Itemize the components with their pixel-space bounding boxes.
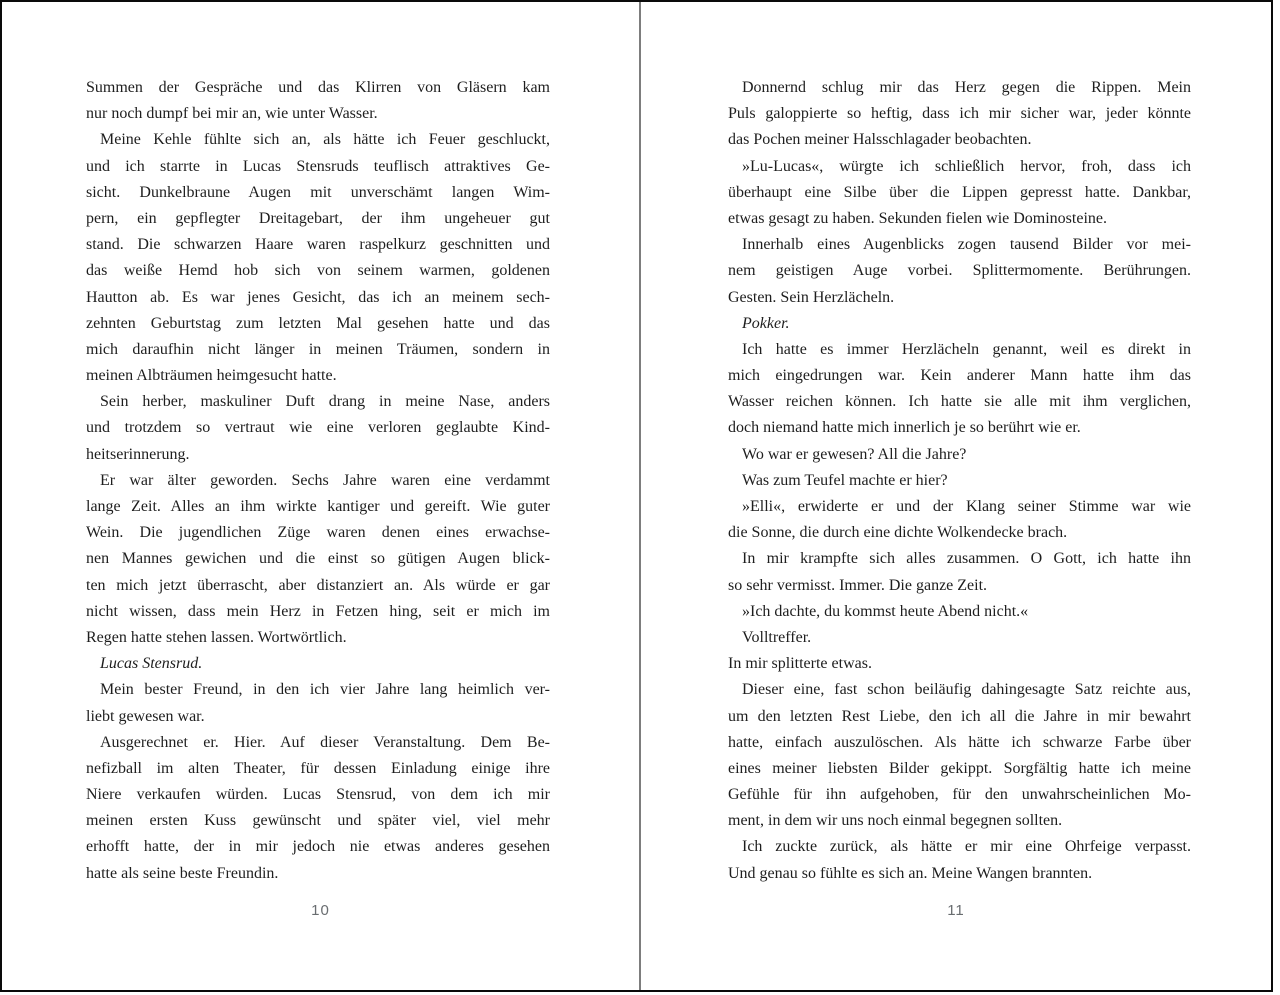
- text-line: doch niemand hatte mich innerlich je so berührt wie er.: [728, 419, 1081, 437]
- text-line: Regen hatte stehen lassen. Wortwörtlich.: [86, 628, 347, 646]
- text-line: hatte, einfach auszulöschen. Als hätte ich schwarze Farbe über: [728, 733, 1191, 751]
- text-line: Innerhalb eines Augenblicks zogen tausend Bilder vor mei-: [742, 236, 1191, 254]
- text-line: etwas gesagt zu haben. Sekunden fielen wie Dominosteine.: [728, 209, 1107, 227]
- text-line: Er war älter geworden. Sechs Jahre waren eine verdammt: [100, 471, 550, 489]
- text-line: das weiße Hemd hob sich von seinem warmen, goldenen: [86, 262, 550, 280]
- paragraph: [86, 677, 550, 729]
- text-line: In mir krampfte sich alles zusammen. O Gott, ich hatte ihn: [742, 550, 1191, 568]
- text-line: stand. Die schwarzen Haare waren raspelkurz geschnitten und: [86, 236, 550, 254]
- text-line: Dieser eine, fast schon beiläufig dahingesagte Satz reichte aus,: [742, 681, 1191, 699]
- paragraph: [728, 834, 1191, 886]
- text-line: Puls galoppierte so heftig, dass ich mir sicher war, jeder könnte: [728, 105, 1191, 123]
- text-line: In mir splitterte etwas.: [728, 655, 872, 673]
- text-line: Ich hatte es immer Herzlächeln genannt, weil es direkt in: [742, 340, 1191, 358]
- right-page-text-block: [728, 75, 1191, 887]
- text-line: nefizball im alten Theater, für dessen Einladung einige ihre: [86, 759, 550, 777]
- text-line: meinen Albträumen heimgesucht hatte.: [86, 367, 337, 385]
- paragraph: [728, 442, 1191, 468]
- text-line: Niere verkaufen würden. Lucas Stensrud, von dem ich mir: [86, 786, 550, 804]
- text-line: Ich zuckte zurück, als hätte er mir eine Ohrfeige verpasst.: [742, 838, 1191, 856]
- text-line: Hautton ab. Es war jenes Gesicht, das ich an meinem sech-: [86, 288, 550, 306]
- text-line: liebt gewesen war.: [86, 707, 205, 725]
- text-line: nem geistigen Auge vorbei. Splittermomente. Berührungen.: [728, 262, 1191, 280]
- text-line: Ausgerechnet er. Hier. Auf dieser Veranstaltung. Dem Be-: [100, 733, 550, 751]
- text-line: die Sonne, die durch eine dichte Wolkendecke brach.: [728, 524, 1068, 542]
- text-line: zehnten Geburtstag zum letzten Mal gesehen hatte und das: [86, 314, 550, 332]
- text-line: nicht wissen, dass mein Herz in Fetzen hing, seit er mich im: [86, 602, 550, 620]
- text-line: Mein bester Freund, in den ich vier Jahre lang heimlich ver-: [100, 681, 550, 699]
- text-line: ten mich jetzt überrascht, aber distanziert an. Als würde er gar: [86, 576, 550, 594]
- text-line: ment, in dem wir uns noch einmal begegnen sollten.: [728, 812, 1063, 830]
- paragraph: [86, 389, 550, 468]
- text-line: mich daraufhin nicht länger in meinen Träumen, sondern in: [86, 340, 550, 358]
- text-line: Pokker.: [742, 314, 790, 332]
- text-line: erhofft hatte, der in mir jedoch nie etwas anderes gesehen: [86, 838, 550, 856]
- text-line: Was zum Teufel machte er hier?: [742, 471, 948, 489]
- paragraph: [728, 337, 1191, 442]
- paragraph: [728, 232, 1191, 311]
- text-line: Volltreffer.: [742, 628, 812, 646]
- text-line: heitserinnerung.: [86, 445, 190, 463]
- text-line: lange Zeit. Alles an ihm wirkte kantiger und gereift. Wie guter: [86, 498, 550, 515]
- text-line: »Lu-Lucas«, würgte ich schließlich hervor, froh, dass ich: [742, 157, 1191, 175]
- paragraph: [728, 494, 1191, 546]
- paragraph: [728, 468, 1191, 494]
- text-line: »Ich dachte, du kommst heute Abend nicht.«: [742, 602, 1029, 620]
- paragraph: [86, 730, 550, 887]
- text-line: überhaupt eine Silbe über die Lippen gepresst hatte. Dankbar,: [728, 183, 1191, 201]
- left-page-text-block: [86, 75, 550, 887]
- text-line: sicht. Dunkelbraune Augen mit unverschämt langen Wim-: [86, 183, 550, 201]
- text-line: Wein. Die jugendlichen Züge waren denen eines erwachse-: [86, 524, 550, 542]
- paragraph: [728, 625, 1191, 651]
- text-line: Sein herber, maskuliner Duft drang in meine Nase, anders: [100, 393, 550, 411]
- text-line: Gefühle für ihn aufgehoben, für den unwahrscheinlichen Mo-: [728, 786, 1191, 804]
- text-line: meinen ersten Kuss gewünscht und später viel, viel mehr: [86, 812, 550, 830]
- paragraph: [728, 311, 1191, 337]
- text-line: Und genau so fühlte es sich an. Meine Wangen brannten.: [728, 864, 1093, 882]
- text-line: pern, ein gepflegter Dreitagebart, der ihm ungeheuer gut: [86, 209, 550, 227]
- left-page-number: 10: [311, 902, 330, 919]
- text-line: hatte als seine beste Freundin.: [86, 864, 279, 882]
- paragraph: [728, 599, 1191, 625]
- text-line: Summen der Gespräche und das Klirren von Gläsern kam: [86, 79, 550, 96]
- text-line: eines meiner liebsten Bilder gekippt. Sorgfältig hatte ich meine: [728, 759, 1191, 777]
- paragraph: [728, 677, 1191, 834]
- text-line: Wasser reichen können. Ich hatte sie alle mit ihm verglichen,: [728, 393, 1191, 411]
- text-line: Wo war er gewesen? All die Jahre?: [742, 445, 967, 463]
- right-page: [641, 2, 1271, 990]
- text-line: und ich starrte in Lucas Stensruds teuflisch attraktives Ge-: [86, 157, 550, 175]
- text-line: »Elli«, erwiderte er und der Klang seiner Stimme war wie: [742, 498, 1191, 515]
- right-page-number: 11: [947, 902, 965, 919]
- text-line: nur noch dumpf bei mir an, wie unter Wasser.: [86, 105, 378, 123]
- text-line: um den letzten Rest Liebe, den ich all die Jahre in mir bewahrt: [728, 707, 1191, 725]
- paragraph: [86, 468, 550, 651]
- text-line: Lucas Stensrud.: [100, 655, 203, 673]
- text-line: so sehr vermisst. Immer. Die ganze Zeit.: [728, 576, 988, 594]
- text-line: Meine Kehle fühlte sich an, als hätte ich Feuer geschluckt,: [100, 131, 550, 149]
- paragraph: [728, 154, 1191, 233]
- paragraph: [86, 127, 550, 389]
- text-line: Gesten. Sein Herzlächeln.: [728, 288, 895, 306]
- text-line: Donnernd schlug mir das Herz gegen die Rippen. Mein: [742, 79, 1191, 96]
- paragraph: [728, 546, 1191, 598]
- paragraph: [86, 75, 550, 127]
- paragraph: [728, 651, 1191, 677]
- text-line: mich eingedrungen war. Kein anderer Mann hatte ihm das: [728, 367, 1191, 385]
- text-line: und trotzdem so vertraut wie eine verloren geglaubte Kind-: [86, 419, 550, 437]
- paragraph: [86, 651, 550, 677]
- paragraph: [728, 75, 1191, 154]
- text-line: nen Mannes gewichen und die einst so gütigen Augen blick-: [86, 550, 550, 568]
- left-page: [2, 2, 639, 990]
- text-line: das Pochen meiner Halsschlagader beobachten.: [728, 131, 1032, 149]
